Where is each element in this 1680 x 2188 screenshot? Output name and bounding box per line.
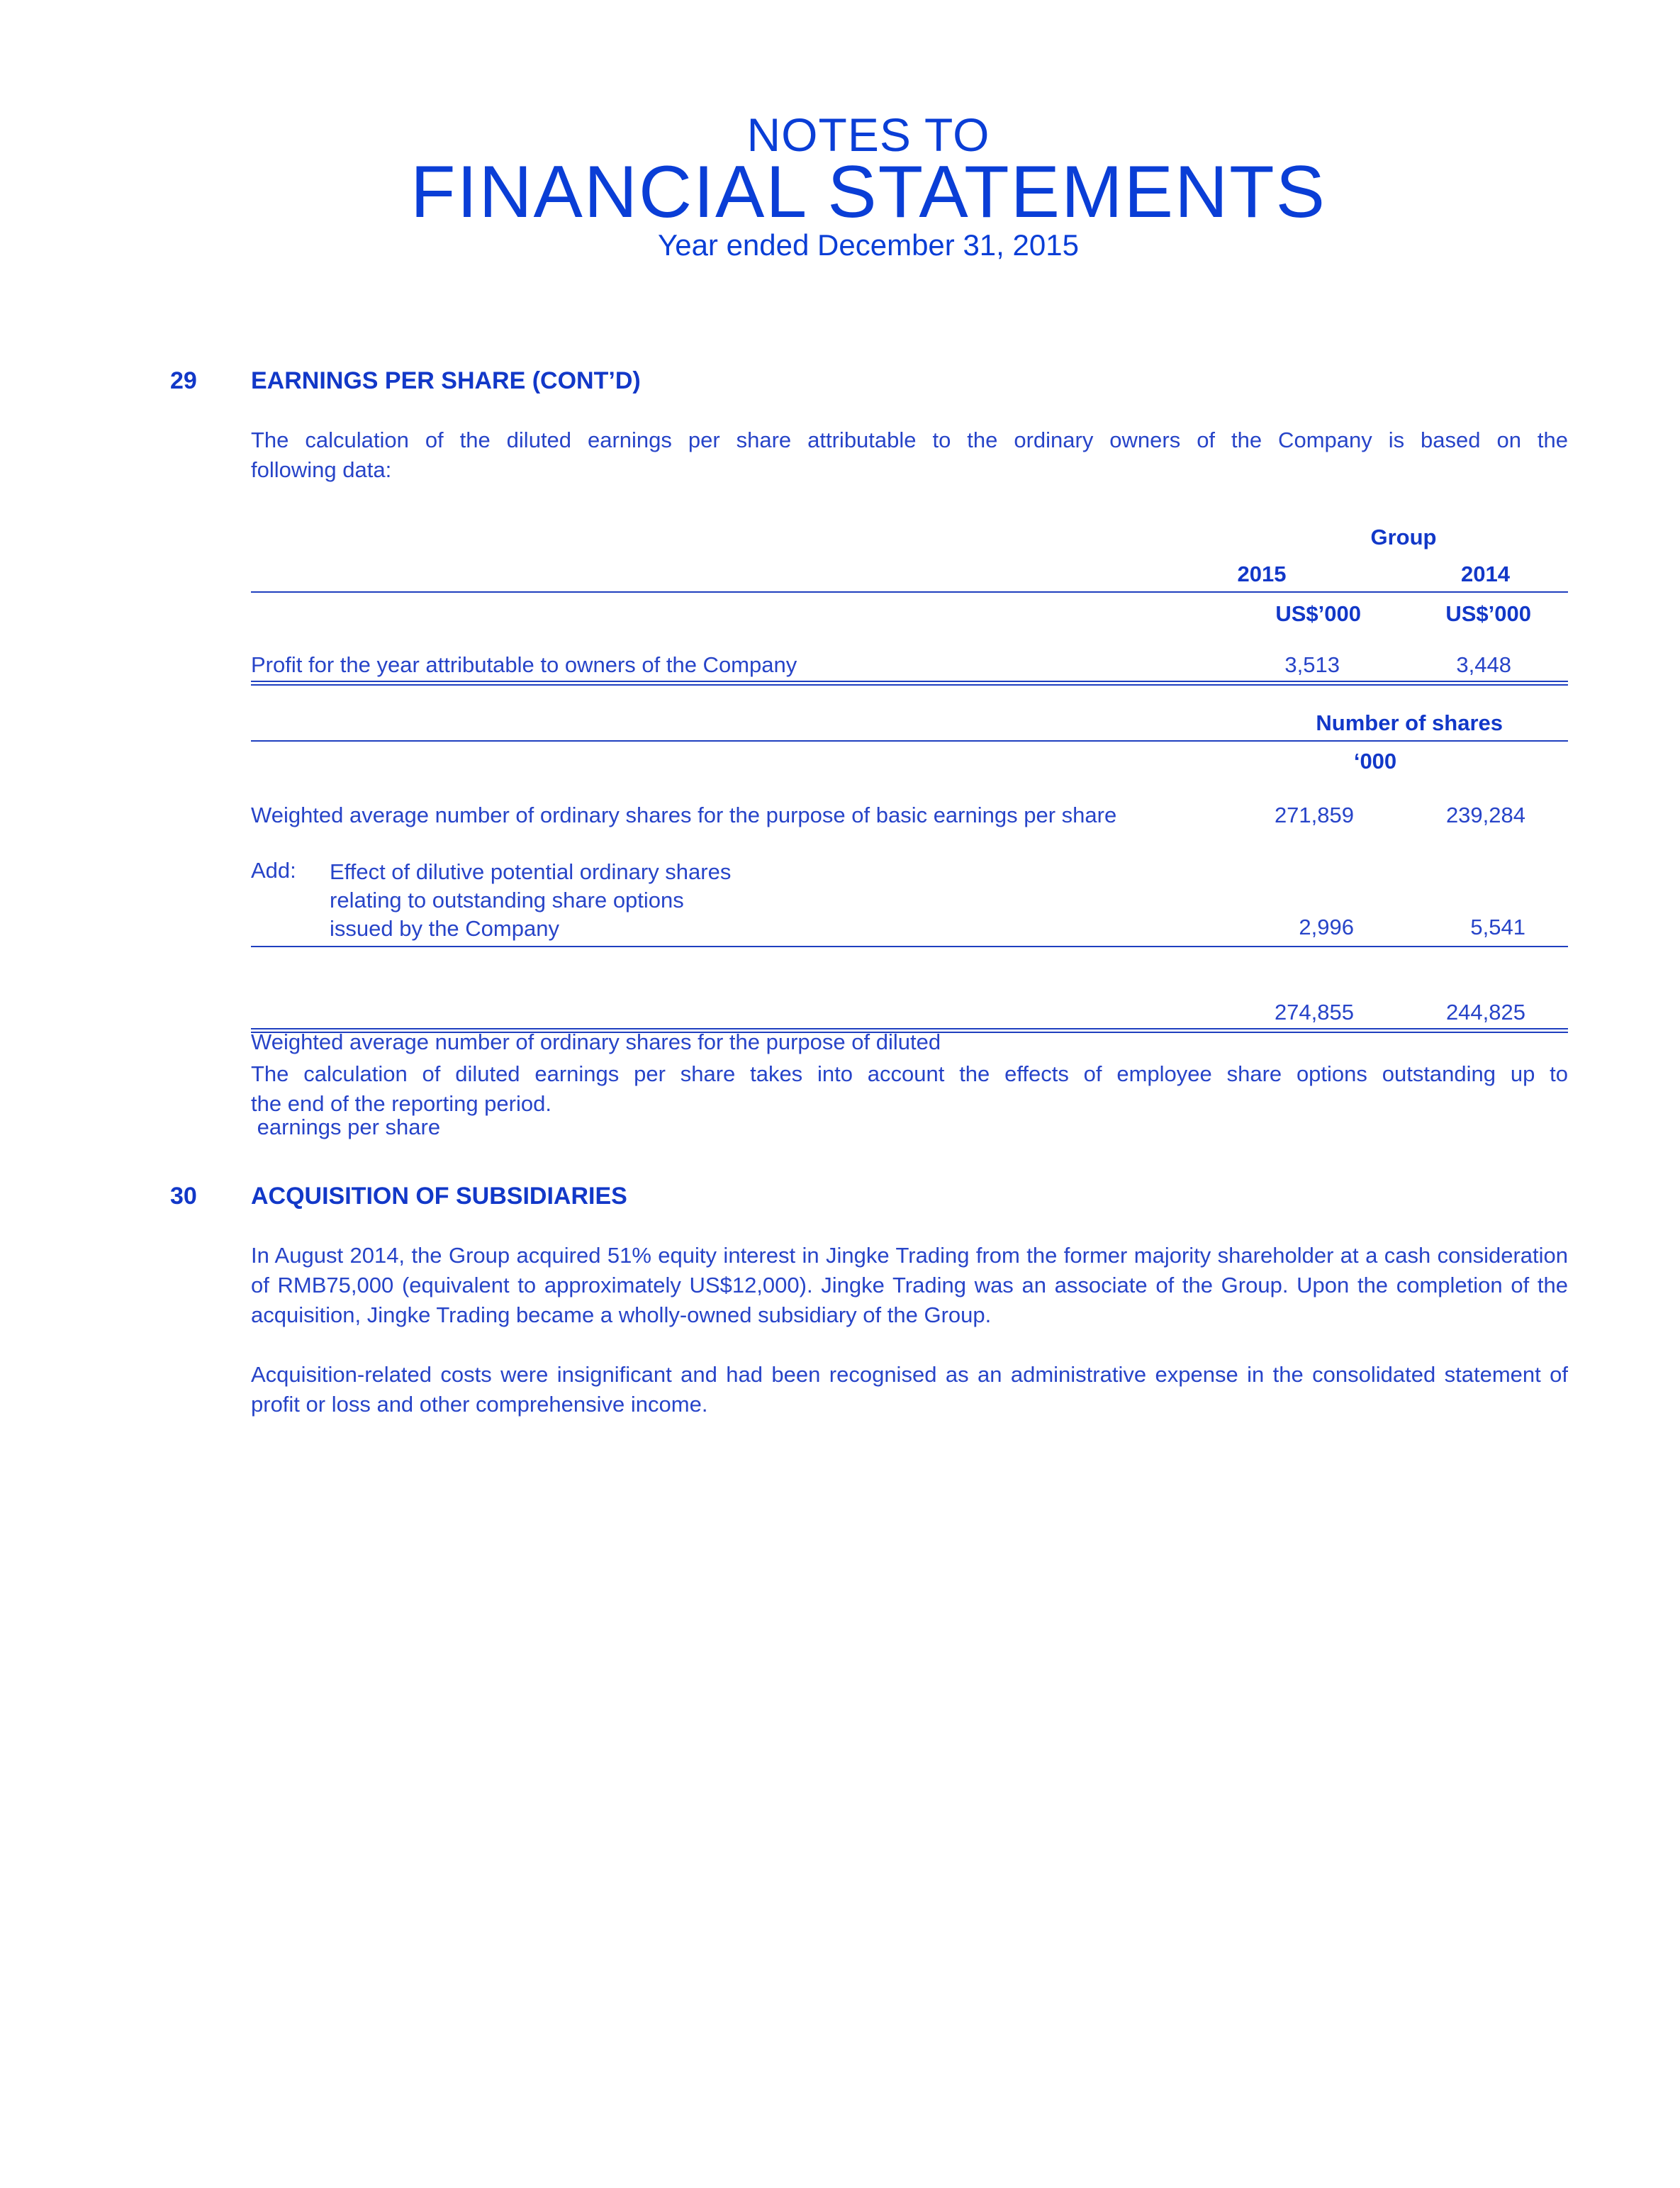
diluted-2015: 274,855	[1274, 1000, 1354, 1025]
profit-row-label: Profit for the year attributable to owners of the Company	[251, 652, 797, 677]
currency-2014: US$’000	[1445, 601, 1531, 626]
note-line-2: the end of the reporting period.	[251, 1091, 551, 1116]
section-29-number: 29	[170, 367, 197, 394]
currency-2015: US$’000	[1275, 601, 1361, 626]
add-2015: 2,996	[1299, 915, 1354, 939]
add-label-line-1: Effect of dilutive potential ordinary shares	[330, 859, 732, 884]
year-2015-header: 2015	[1237, 562, 1287, 586]
add-rule	[251, 946, 1568, 947]
section-29-note	[251, 1059, 1568, 1119]
diluted-double-rule	[251, 1028, 1568, 1033]
group-header: Group	[1370, 525, 1437, 549]
section-29-intro	[251, 425, 1568, 485]
section-30-para-2: Acquisition-related costs were insignificant and had been recognised as an administrative expense in the consolidated statement of profit or loss and other comprehensive income.	[251, 1362, 1568, 1417]
section-30-number: 30	[170, 1183, 197, 1210]
note-line-1: The calculation of diluted earnings per share takes into account the effects of employee share options outstanding up to	[251, 1061, 1568, 1086]
profit-double-rule	[251, 681, 1568, 686]
add-label-line-2: relating to outstanding share options	[330, 888, 684, 912]
section-29-title: EARNINGS PER SHARE (CONT’D)	[251, 367, 641, 394]
basic-row-label: Weighted average number of ordinary shares for the purpose of basic earnings per share	[251, 803, 1117, 827]
header-rule	[251, 591, 1568, 593]
shares-unit: ‘000	[1353, 749, 1397, 774]
intro-line-2: following data:	[251, 457, 392, 482]
intro-line-1: The calculation of the diluted earnings per share attributable to the ordinary owners of the Company is based on the	[251, 428, 1568, 452]
add-prefix: Add:	[251, 858, 296, 883]
profit-2015: 3,513	[1284, 652, 1340, 677]
section-30-para-1: In August 2014, the Group acquired 51% equity interest in Jingke Trading from the former majority shareholder at a cash consideration of RMB75,000 (equivalent to approximately US$12,000). Jingke Trading was an associate of the Group. Upon the completion of the acquisition, Jingke Trading became a wholly-owned subsidiary of the Group.	[251, 1243, 1568, 1327]
add-row-label	[330, 858, 731, 943]
profit-2014: 3,448	[1456, 652, 1511, 677]
basic-2014: 239,284	[1445, 803, 1525, 827]
section-30-title: ACQUISITION OF SUBSIDIARIES	[251, 1183, 627, 1210]
diluted-label-line-1: Weighted average number of ordinary shares for the purpose of diluted	[251, 1029, 941, 1054]
year-2014-header: 2014	[1461, 562, 1510, 586]
add-label-line-3: issued by the Company	[330, 916, 559, 941]
header-notes-to: NOTES TO	[746, 108, 990, 161]
header-subtitle: Year ended December 31, 2015	[658, 228, 1079, 262]
diluted-label-line-2: earnings per share	[251, 1115, 441, 1139]
shares-rule	[251, 740, 1568, 742]
basic-2015: 271,859	[1274, 803, 1354, 827]
shares-header: Number of shares	[1316, 710, 1503, 735]
add-2014: 5,541	[1470, 915, 1525, 939]
header-financial-statements: FINANCIAL STATEMENTS	[410, 151, 1326, 233]
diluted-2014: 244,825	[1445, 1000, 1525, 1025]
